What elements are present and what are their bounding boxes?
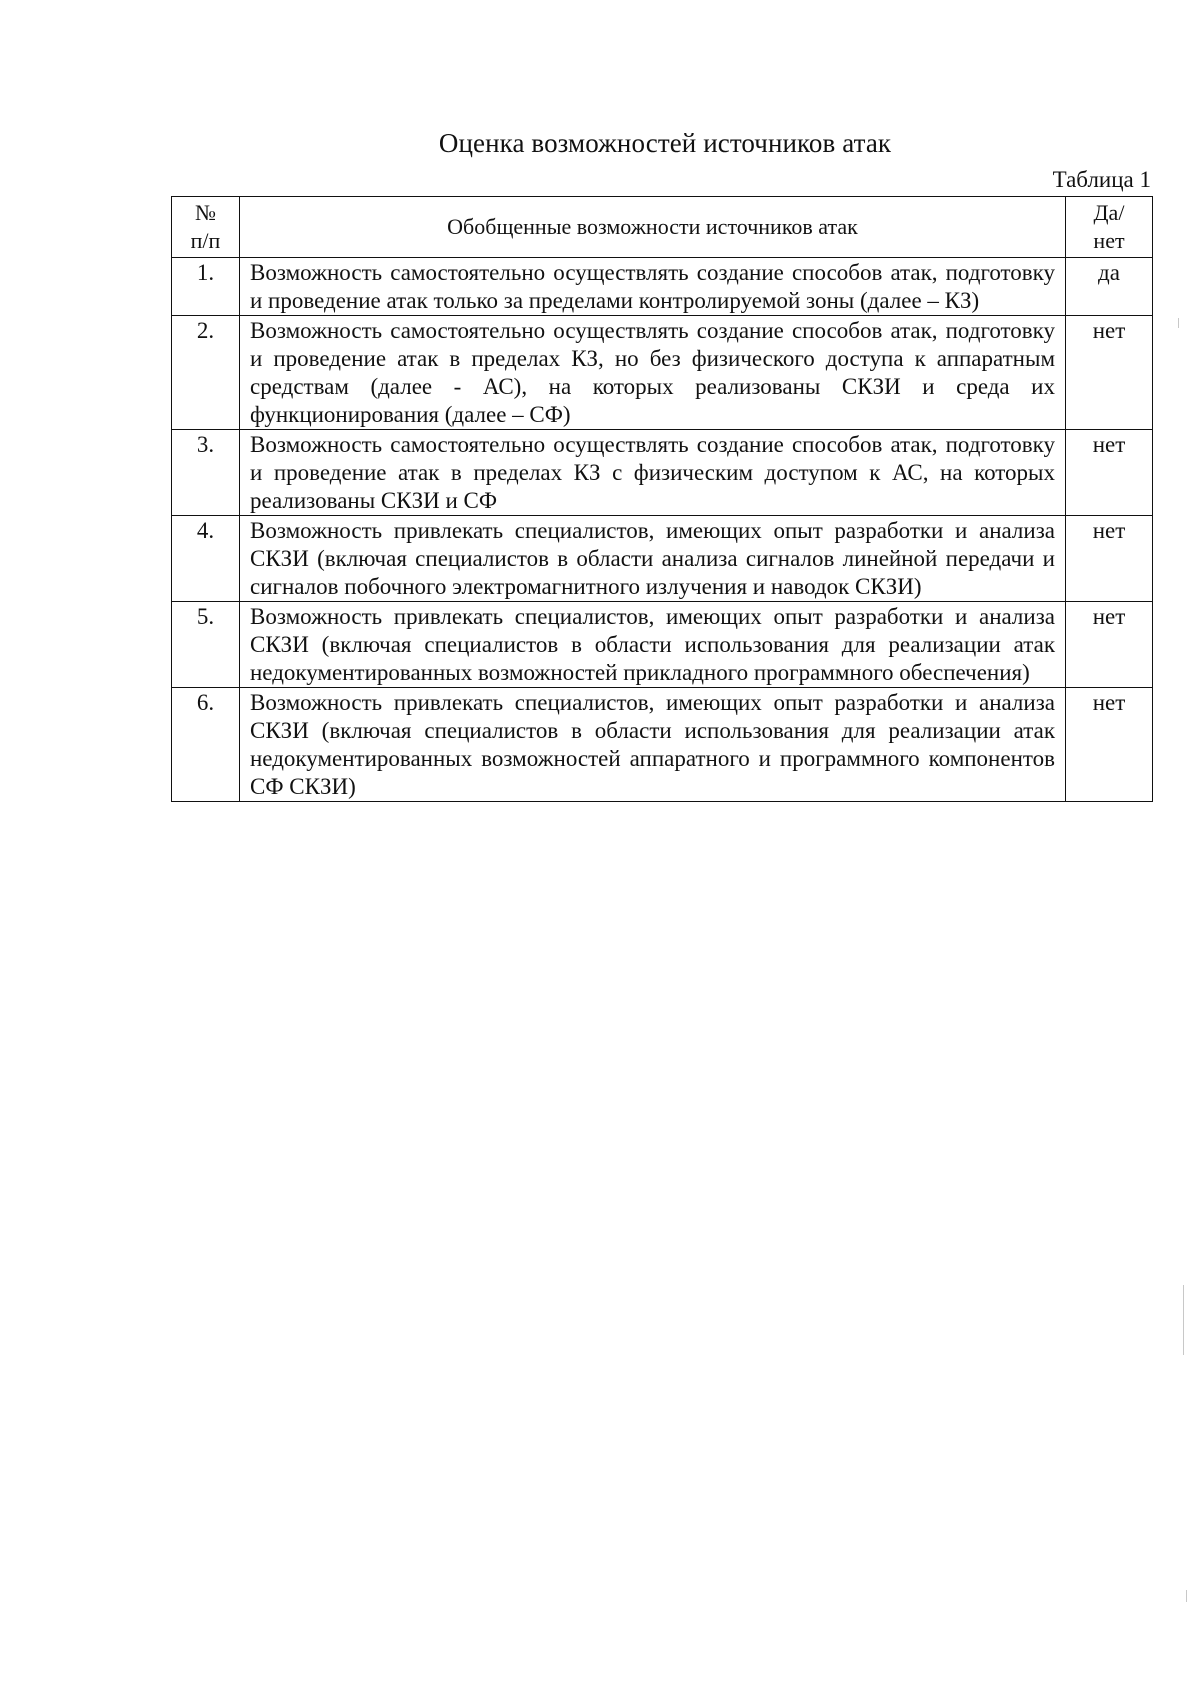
row-answer: нет [1066, 316, 1153, 430]
header-answer [1066, 197, 1153, 258]
table-row [172, 430, 1153, 516]
row-answer: нет [1066, 516, 1153, 602]
row-description: Возможность привлекать специалистов, имеющих опыт разработки и анализа СКЗИ (включая специалистов в области использования для реализации атак недокументированных возможностей аппаратного и программного компонентов СФ СКЗИ) [240, 688, 1066, 802]
header-answer-line1: Да/ [1093, 200, 1125, 225]
page-title: Оценка возможностей источников атак [438, 128, 892, 158]
table-row [172, 258, 1153, 316]
row-description: Возможность самостоятельно осуществлять создание способов атак, подготовку и проведение атак в пределах КЗ с физическим доступом к АС, на которых реализованы СКЗИ и СФ [240, 430, 1066, 516]
row-description: Возможность самостоятельно осуществлять создание способов атак, подготовку и проведение атак только за пределами контролируемой зоны (далее – КЗ) [240, 258, 1066, 316]
row-description: Возможность привлекать специалистов, имеющих опыт разработки и анализа СКЗИ (включая специалистов в области анализа сигналов линейной передачи и сигналов побочного электромагнитного излучения и наводок СКЗИ) [240, 516, 1066, 602]
header-num-line1: № [195, 200, 216, 225]
row-number: 1. [172, 258, 240, 316]
scan-speck [1186, 1590, 1187, 1602]
row-description: Возможность самостоятельно осуществлять создание способов атак, подготовку и проведение атак в пределах КЗ, но без физического доступа к аппаратным средствам (далее - АС), на которых реализованы СКЗИ и среда их функционирования (далее – СФ) [240, 316, 1066, 430]
header-description: Обобщенные возможности источников атак [240, 197, 1066, 258]
row-answer: нет [1066, 430, 1153, 516]
row-number: 4. [172, 516, 240, 602]
scan-speck [1183, 1285, 1184, 1355]
row-answer: нет [1066, 688, 1153, 802]
header-num [172, 197, 240, 258]
scan-speck [1178, 318, 1179, 328]
table-caption: Таблица 1 [1052, 167, 1151, 192]
row-number: 2. [172, 316, 240, 430]
row-answer: нет [1066, 602, 1153, 688]
table-header-row [172, 197, 1153, 258]
table-row [172, 688, 1153, 802]
row-number: 5. [172, 602, 240, 688]
header-num-line2: п/п [190, 228, 221, 253]
table-row [172, 516, 1153, 602]
header-answer-line2: нет [1093, 228, 1125, 253]
row-answer: да [1066, 258, 1153, 316]
row-number: 6. [172, 688, 240, 802]
table-row [172, 316, 1153, 430]
assessment-table [171, 196, 1153, 802]
row-description: Возможность привлекать специалистов, имеющих опыт разработки и анализа СКЗИ (включая специалистов в области использования для реализации атак недокументированных возможностей прикладного программного обеспечения) [240, 602, 1066, 688]
row-number: 3. [172, 430, 240, 516]
table-row [172, 602, 1153, 688]
